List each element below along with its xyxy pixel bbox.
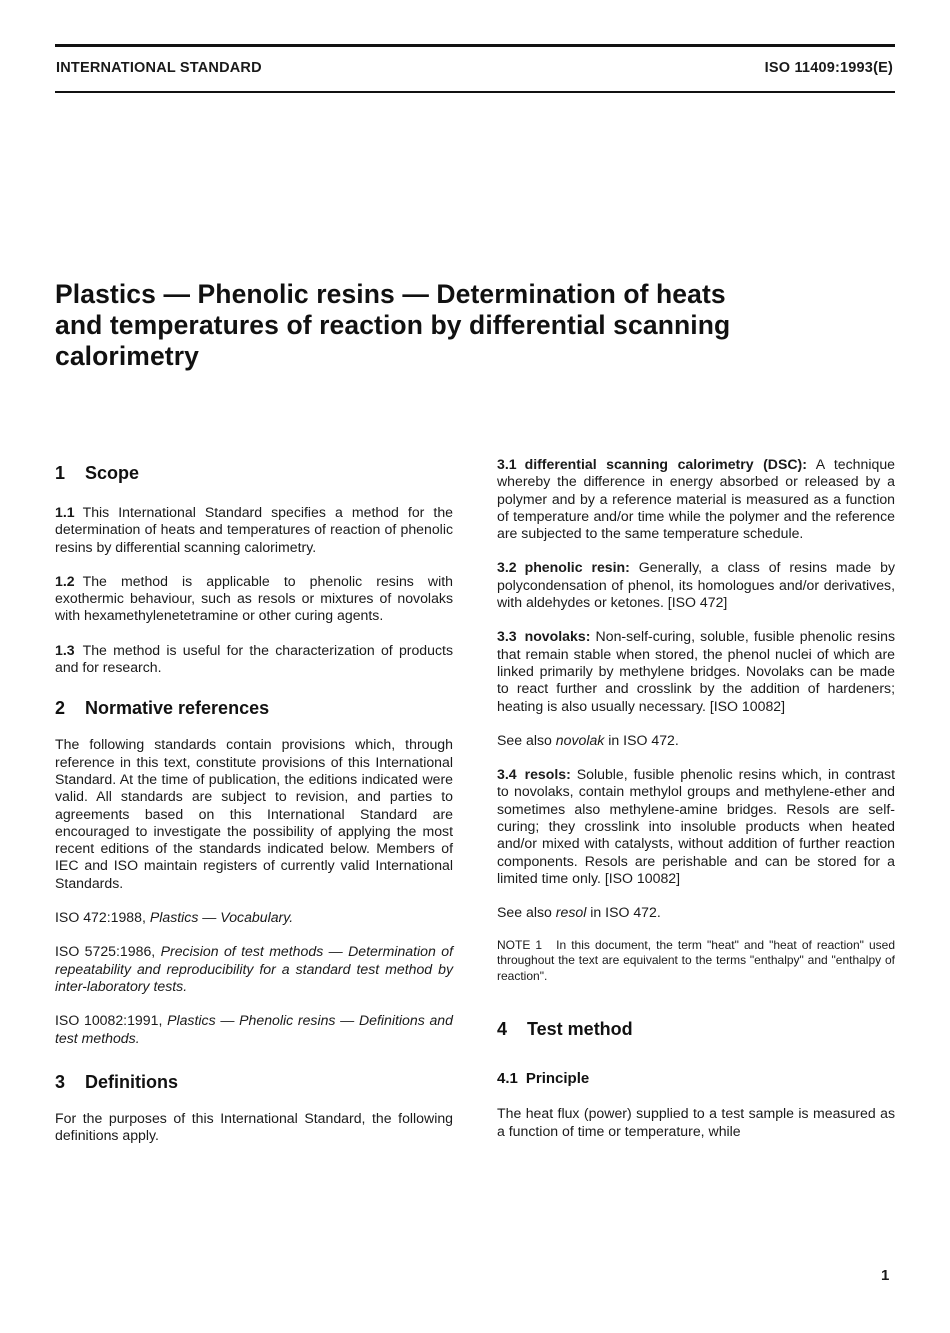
subsection-number: 4.1 [497, 1070, 518, 1088]
section-title: Scope [85, 463, 140, 483]
clause-number: 1.2 [55, 572, 75, 589]
see-also-resol [497, 904, 895, 921]
section-3-heading [55, 1071, 453, 1093]
section-title: Test method [527, 1019, 633, 1040]
normative-intro: The following standards contain provisions which, through reference in this text, constitute provisions of this International Standard. At the time of publication, the editions indicated were valid. All standards are subject to revision, and parties to agreements based on this International Standard are encouraged to investigate the possibility of applying the most recent editions of the standards indicated below. Members of IEC and ISO maintain registers of currently valid International Standards. [55, 736, 453, 891]
clause-text: This International Standard specifies a method for the determination of heats and temperatures of reaction of phenolic resins by differential scanning calorimetry. [55, 504, 453, 555]
definitions-intro: For the purposes of this International Standard, the following definitions apply. [55, 1109, 453, 1144]
definition-term: novolaks: [524, 628, 591, 645]
title-line-2: and temperatures of reaction by differential scanning [55, 310, 731, 340]
section-2-heading [55, 697, 453, 719]
title-line-1: Plastics — Phenolic resins — Determination of heats [55, 279, 726, 309]
section-title: Normative references [85, 698, 270, 719]
section-number: 4 [497, 1019, 508, 1040]
page-number: 1 [881, 1267, 890, 1284]
reference-title: Plastics — Vocabulary. [149, 909, 294, 926]
reference-iso-472 [55, 909, 453, 926]
clause-1-3 [55, 642, 453, 677]
section-number: 1 [55, 463, 66, 483]
definition-3-4 [497, 766, 895, 887]
definition-3-1 [497, 456, 895, 542]
clause-number: 1.3 [55, 641, 75, 658]
definition-3-3 [497, 628, 895, 714]
reference-title: Precision of test methods — Determination of repeatability and reproducibility for a standard test method by inter-laboratory tests. [55, 943, 453, 994]
clause-number: 1.1 [55, 504, 75, 520]
note-text: In this document, the term "heat" and "heat of reaction" used throughout the text are equivalent to the terms "enthalpy" and "enthalpy of reaction". [497, 937, 895, 983]
definition-text: Generally, a class of resins made by polycondensation of phenol, its homologues and/or derivatives, with aldehydes or ketones. [ISO 472] [497, 559, 895, 611]
see-also-term: resol [555, 904, 587, 921]
section-number: 2 [55, 698, 66, 719]
left-column [55, 456, 453, 1144]
right-column [497, 456, 895, 1140]
section-number: 3 [55, 1071, 66, 1092]
definition-number: 3.3 [497, 628, 517, 645]
definition-text: Soluble, fusible phenolic resins which, in contrast to novolaks, contain methylol groups and methylene-ether and sometimes also methylene-amine bridges. Resols are self-curing; they crosslink into insoluble products when heated and/or mixed with catalysts, without addition of further reaction components. Resols are perishable and can be stored for a limited time only. [ISO 10082] [497, 766, 896, 886]
reference-iso-10082 [55, 1012, 453, 1047]
header-top-rule [55, 44, 895, 47]
reference-title: Plastics — Phenolic resins — Definitions and test methods. [55, 1012, 453, 1046]
definition-text: A technique whereby the difference in energy absorbed or released by a polymer and by a reference material is measured as a function of temperature and/or time while the polymer and the reference are subjected to the same temperature schedule. [497, 456, 896, 542]
subsection-title: Principle [525, 1070, 590, 1088]
see-also-suffix: in ISO 472. [590, 904, 661, 921]
section-title: Definitions [85, 1071, 178, 1092]
subsection-4-1-heading [497, 1070, 895, 1088]
definition-text: Non-self-curing, soluble, fusible phenolic resins that remain stable when stored, the phenol nuclei of which are linked primarily by methylene bridges. Novolaks can be made to react further and crosslink by the addition of hardeners; heating is also usually necessary. [ISO 10082] [497, 628, 895, 714]
note-label: NOTE 1 [497, 937, 543, 952]
definition-term: phenolic resin: [524, 559, 630, 576]
see-also-term: novolak [555, 731, 605, 748]
see-also-suffix: in ISO 472. [608, 731, 679, 748]
reference-code: ISO 10082:1991, [55, 1012, 163, 1029]
section-4-heading [497, 1018, 895, 1040]
definition-number: 3.4 [497, 766, 517, 783]
definition-term: differential scanning calorimetry (DSC): [524, 456, 807, 472]
reference-iso-5725 [55, 943, 453, 995]
title-line-3: calorimetry [55, 341, 199, 371]
clause-text: The method is useful for the characterization of products and for research. [55, 641, 453, 676]
see-also-novolak [497, 732, 895, 749]
definition-term: resols: [524, 766, 571, 783]
reference-code: ISO 5725:1986, [55, 943, 156, 960]
note-1 [497, 938, 895, 985]
standard-reference: ISO 11409:1993(E) [764, 60, 893, 76]
document-type-label: INTERNATIONAL STANDARD [56, 60, 262, 76]
see-also-prefix: See also [497, 904, 552, 921]
document-title [55, 279, 905, 372]
clause-text: The method is applicable to phenolic resins with exothermic behaviour, such as resols or mixtures of novolaks with hexamethylenetetramine or other curing agents. [55, 572, 453, 624]
definition-number: 3.2 [497, 559, 517, 576]
clause-1-2 [55, 573, 453, 625]
header-bottom-rule [55, 91, 895, 93]
definition-number: 3.1 [497, 456, 517, 472]
section-1-heading [55, 462, 453, 484]
clause-1-1 [55, 504, 453, 556]
definition-3-2 [497, 559, 895, 611]
principle-text: The heat flux (power) supplied to a test sample is measured as a function of time or temperature, while [497, 1105, 895, 1139]
see-also-prefix: See also [497, 731, 552, 748]
reference-code: ISO 472:1988, [55, 909, 146, 926]
